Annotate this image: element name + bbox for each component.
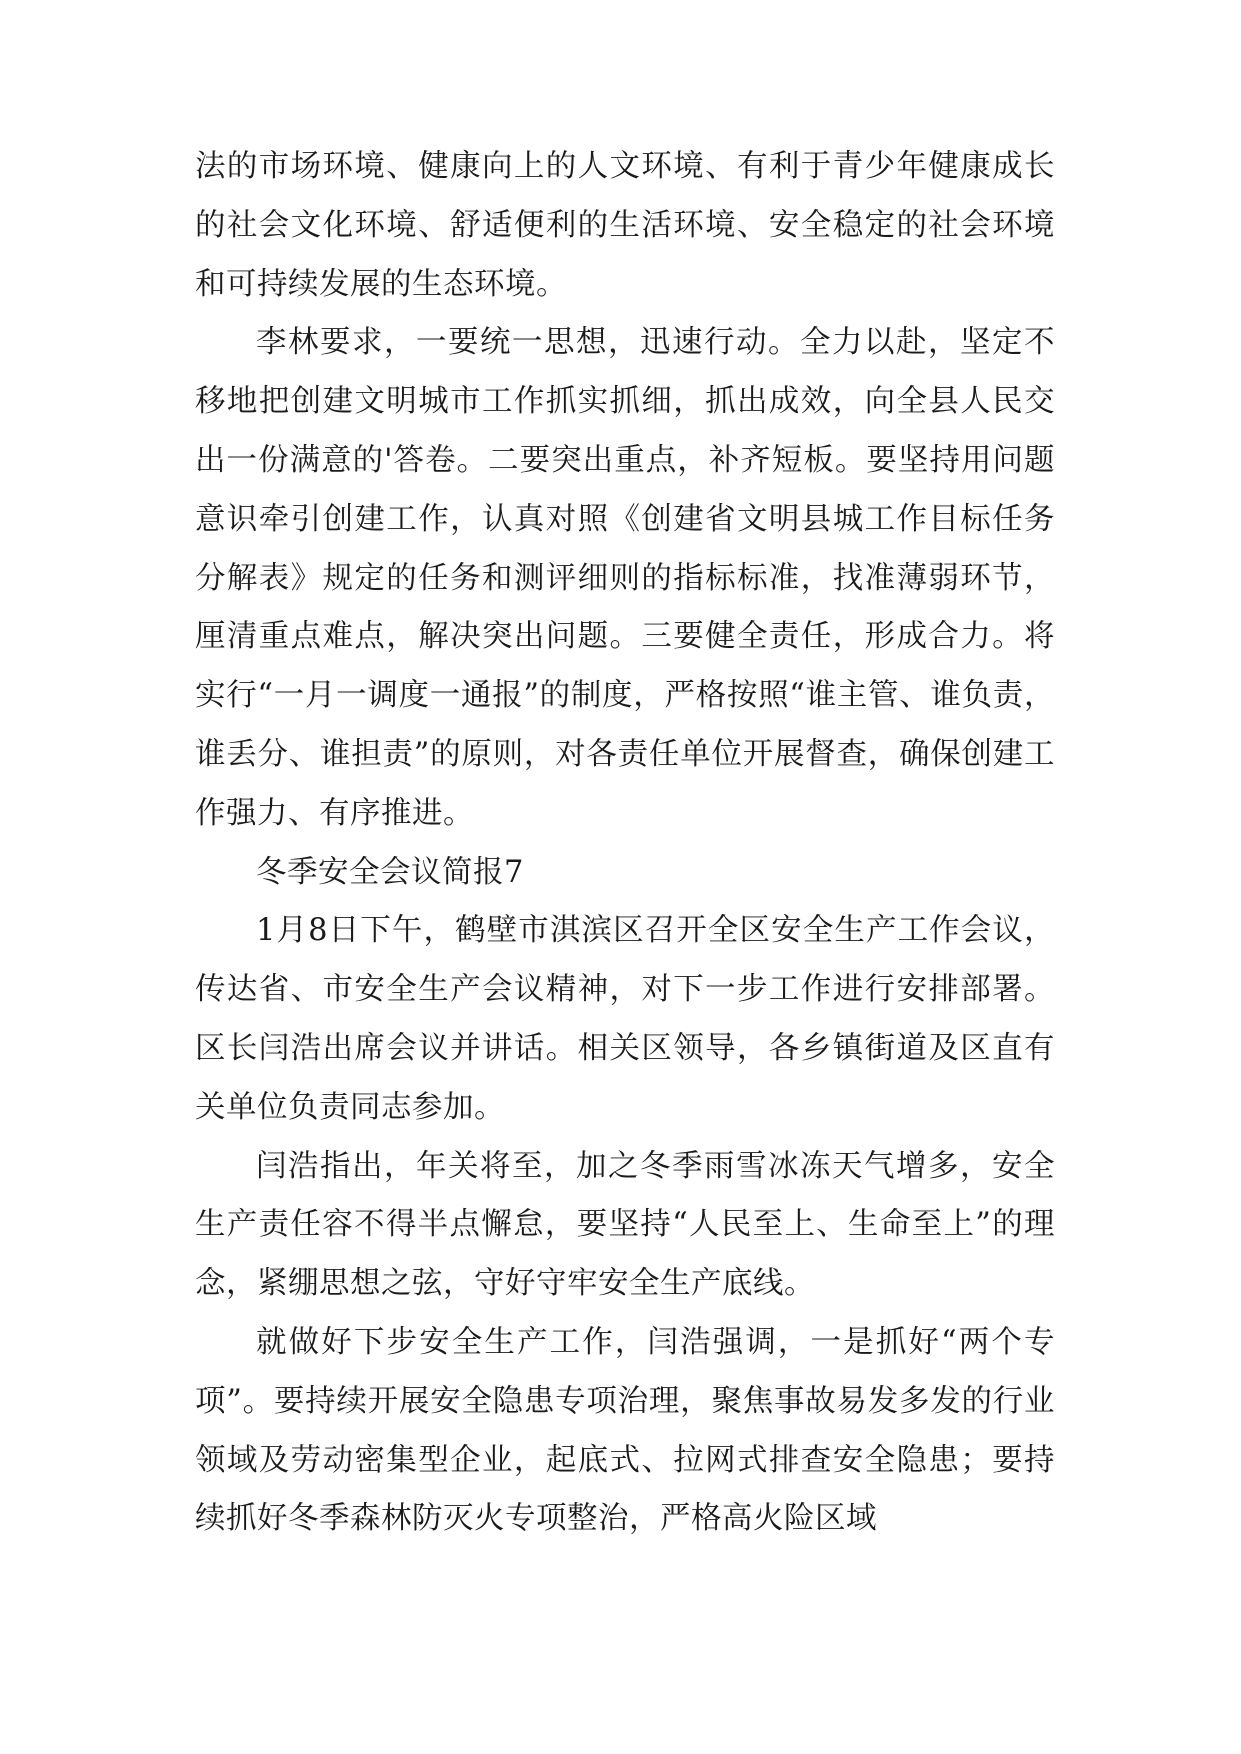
paragraph-next-steps: 就做好下步安全生产工作，闫浩强调，一是抓好“两个专项”。要持续开展安全隐患专项治理，聚焦事故易发多发的行业领域及劳动密集型企业，起底式、拉网式排查安全隐患；要持续抓好冬季森林防灭火专项整治，严格高火险区域 (195, 1324, 1055, 1537)
section-heading: 冬季安全会议简报7 (256, 854, 524, 890)
document-body (195, 138, 1055, 1549)
paragraph-continuation: 法的市场环境、健康向上的人文环境、有利于青少年健康成长的社会文化环境、舒适便利的生活环境、安全稳定的社会环境和可持续发展的生态环境。 (195, 149, 1055, 302)
paragraph-li-lin-requirements: 李林要求，一要统一思想，迅速行动。全力以赴，坚定不移地把创建文明城市工作抓实抓细，抓出成效，向全县人民交出一份满意的'答卷。二要突出重点，补齐短板。要坚持用问题意识牵引创建工作，认真对照《创建省文明县城工作目标任务分解表》规定的任务和测评细则的指标标准，找准薄弱环节，厘清重点难点，解决突出问题。三要健全责任，形成合力。将实行“一月一调度一通报”的制度，严格按照“谁主管、谁负责，谁丢分、谁担责”的原则，对各责任单位开展督查，确保创建工作强力、有序推进。 (195, 325, 1055, 831)
paragraph-yan-hao-remarks: 闫浩指出，年关将至，加之冬季雨雪冰冻天气增多，安全生产责任容不得半点懈怠，要坚持“人民至上、生命至上”的理念，紧绷思想之弦，守好守牢安全生产底线。 (195, 1148, 1055, 1302)
paragraph-meeting-summary: 1月8日下午，鹤壁市淇滨区召开全区安全生产工作会议，传达省、市安全生产会议精神，对下一步工作进行安排部署。区长闫浩出席会议并讲话。相关区领导，各乡镇街道及区直有关单位负责同志参加。 (195, 913, 1055, 1125)
